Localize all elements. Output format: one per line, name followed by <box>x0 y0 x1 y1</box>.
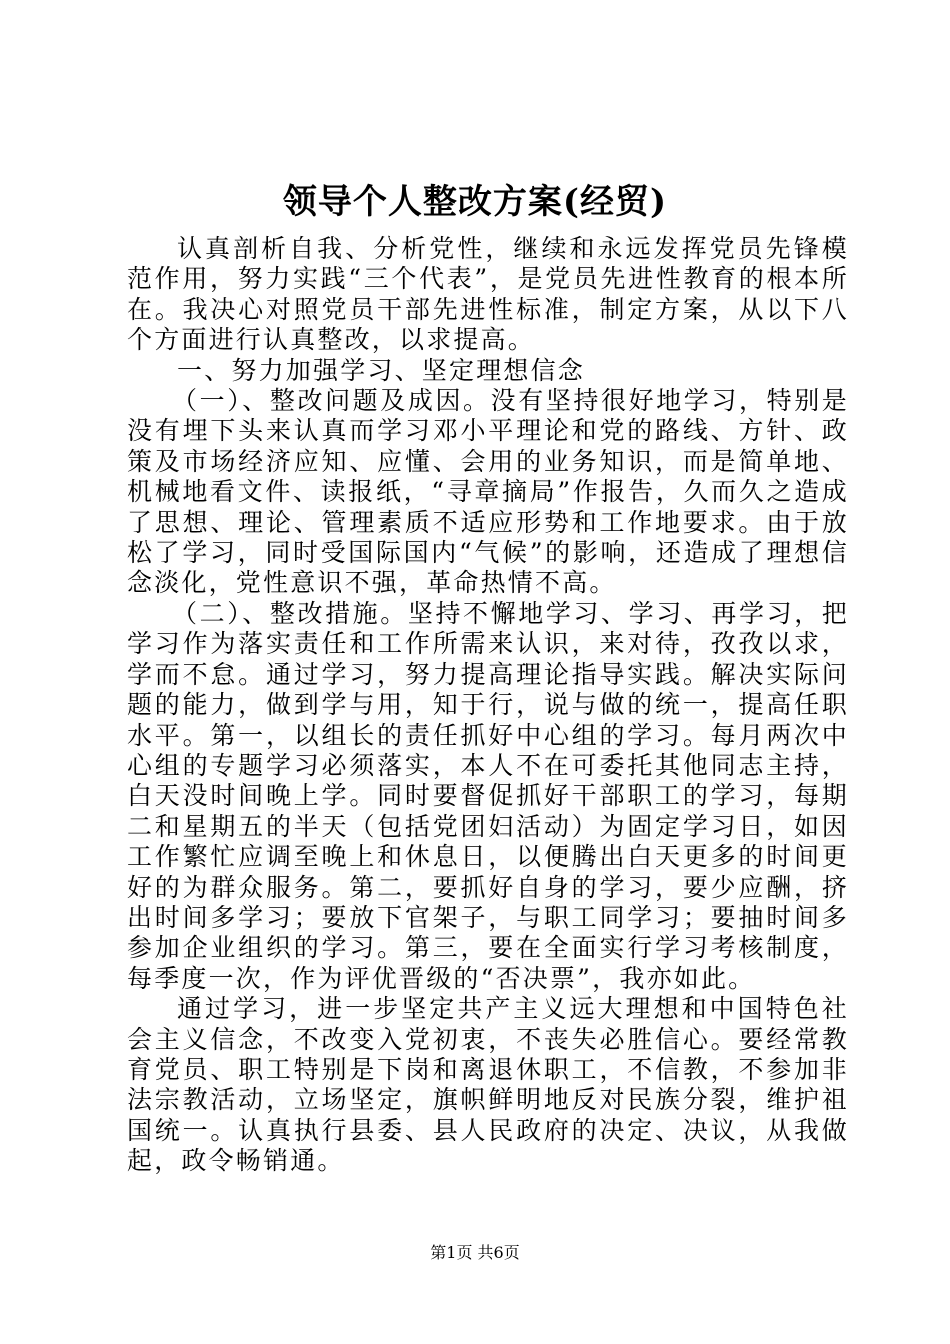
section-heading: 一、努力加强学习、坚定理想信念 <box>177 355 586 385</box>
subsection-problems-paragraph: （一）、整改问题及成因。没有坚持很好地学习，特别是没有埋下头来认真而学习邓小平理论和党的路线、方针、政策及市场经济应知、应懂、会用的业务知识，而是简单地、机械地看文件、读报纸，“寻章摘局”作报告，久而久之造成了思想、理论、管理素质不适应形势和工作地要求。由于放松了学习，同时受国际国内“气候”的影响，还造成了理想信念淡化，党性意识不强，革命热情不高。 <box>127 386 849 598</box>
document-body <box>127 234 849 1177</box>
document-title: 领导个人整改方案(经贸) <box>282 182 668 222</box>
intro-paragraph: 认真剖析自我、分析党性，继续和永远发挥党员先锋模范作用，努力实践“三个代表”，是党员先进性教育的根本所在。我决心对照党员干部先进性标准，制定方案，从以下八个方面进行认真整改，以求提高。 <box>127 234 849 355</box>
subsection-measures-paragraph: （二）、整改措施。坚持不懈地学习、学习、再学习，把学习作为落实责任和工作所需来认识，来对待，孜孜以求，学而不怠。通过学习，努力提高理论指导实践。解决实际问题的能力，做到学与用，知于行，说与做的统一，提高任职水平。第一，以组长的责任抓好中心组的学习。每月两次中心组的专题学习必须落实，本人不在可委托其他同志主持，白天没时间晚上学。同时要督促抓好干部职工的学习，每期二和星期五的半天（包括党团妇活动）为固定学习日，如因工作繁忙应调至晚上和休息日，以便腾出白天更多的时间更好的为群众服务。第二，要抓好自身的学习，要少应酬，挤出时间多学习；要放下官架子，与职工同学习；要抽时间多参加企业组织的学习。第三，要在全面实行学习考核制度，每季度一次，作为评优晋级的“否决票”，我亦如此。 <box>127 598 849 993</box>
page-footer: 第1页 共6页 <box>430 1243 520 1262</box>
closing-paragraph: 通过学习，进一步坚定共产主义远大理想和中国特色社会主义信念，不改变入党初衷，不丧失必胜信心。要经常教育党员、职工特别是下岗和离退休职工，不信教，不参加非法宗教活动，立场坚定，旗帜鲜明地反对民族分裂，维护祖国统一。认真执行县委、县人民政府的决定、决议，从我做起，政令畅销通。 <box>127 994 849 1176</box>
